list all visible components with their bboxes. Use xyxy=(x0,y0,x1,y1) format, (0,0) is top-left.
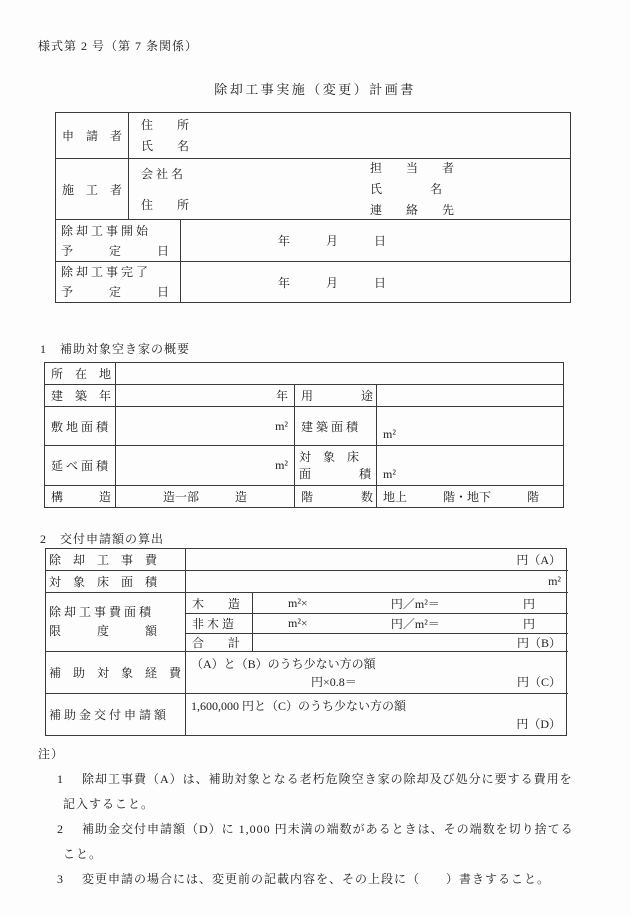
site-area-label: 敷 地 面 積 xyxy=(45,407,116,446)
demolition-cost-label: 除 却 工 事 費 xyxy=(46,549,186,571)
wood-area-unit: m²× xyxy=(288,595,308,610)
vacant-house-overview-table xyxy=(44,362,564,508)
site-area-value: m² xyxy=(116,407,295,446)
non-wood-calc-row xyxy=(253,614,568,634)
notes-heading: 注） xyxy=(38,747,65,761)
note-3-text: 変更申請の場合には、変更前の記載内容を、その上段に（ ）書きすること。 xyxy=(82,872,551,886)
start-date-label-line1: 除 却 工 事 開 始 xyxy=(61,223,149,238)
applicant-name-label: 氏 名 xyxy=(141,138,190,153)
location-value xyxy=(116,363,564,385)
wood-amount-unit: 円 xyxy=(522,596,535,611)
end-date-value: 年 月 日 xyxy=(278,275,387,290)
building-area-label: 建 築 面 積 xyxy=(295,407,377,446)
subsidy-expense-label: 補 助 対 象 経 費 xyxy=(46,652,186,694)
contractor-staff-name-label: 氏 名 xyxy=(370,182,443,196)
note-item-3 xyxy=(57,867,604,892)
contractor-company-label: 会 社 名 xyxy=(141,166,184,181)
applicant-label: 申 請 者 xyxy=(56,113,129,158)
building-area-value: m² xyxy=(377,407,564,446)
header-table xyxy=(55,112,571,303)
start-date-label xyxy=(56,220,181,261)
subsidy-expense-value xyxy=(186,652,568,694)
use-value xyxy=(377,385,564,407)
note-2-number: 2 xyxy=(57,822,63,836)
note-2-continuation: こと。 xyxy=(63,847,103,861)
built-year-label: 建 築 年 xyxy=(45,385,116,407)
contractor-fields xyxy=(129,159,570,219)
cost-area-limit-label-line2: 限 度 額 xyxy=(49,624,158,638)
end-date-label-line1: 除 却 工 事 完 了 xyxy=(61,265,149,279)
contractor-contact-label: 連 絡 先 xyxy=(370,203,455,217)
target-floor-label xyxy=(295,446,377,486)
total-label: 合 計 xyxy=(186,634,253,652)
use-label: 用 途 xyxy=(295,385,377,407)
start-date-value: 年 月 日 xyxy=(278,234,387,248)
note-item-2 xyxy=(57,817,604,842)
non-wood-rate-unit: 円／m²＝ xyxy=(390,617,440,631)
contractor-staff-label: 担 当 者 xyxy=(370,161,455,175)
notes-section xyxy=(38,742,604,892)
wood-label: 木 造 xyxy=(186,593,253,614)
floors-value: 地上 階・地下 階 xyxy=(383,490,540,504)
start-date-label-line2: 予 定 日 xyxy=(61,243,170,258)
end-date-label xyxy=(56,262,181,302)
non-wood-label: 非 木 造 xyxy=(186,614,253,634)
subsidy-expense-calc xyxy=(186,673,568,691)
total-value: 円（B） xyxy=(253,634,568,652)
floor-area-value: m² xyxy=(116,446,295,486)
start-date-row xyxy=(56,219,570,261)
target-floor-label-line1: 対 象 床 xyxy=(299,449,360,464)
contractor-left-fields xyxy=(129,159,370,219)
wood-calc-row xyxy=(253,593,568,614)
cost-area-limit-label xyxy=(46,593,186,652)
note-item-1 xyxy=(57,767,604,792)
section1-heading: 1 補助対象空き家の概要 xyxy=(40,342,191,356)
target-floor-value: m² xyxy=(377,446,564,486)
end-date-row xyxy=(56,261,570,302)
page-title: 除却工事実施（変更）計画書 xyxy=(214,82,416,97)
target-floor-area-label: 対 象 床 面 積 xyxy=(46,571,186,593)
grant-calculation-table xyxy=(45,548,567,736)
note-1-text: 除却工事費（A）は、補助対象となる老朽危険空き家の除却及び処分に要する費用を xyxy=(82,772,573,786)
contractor-right-fields xyxy=(370,159,570,219)
subsidy-request-label: 補助金交付申請額 xyxy=(46,694,186,735)
subsidy-request-value xyxy=(186,694,568,735)
structure-label: 構 造 xyxy=(45,486,116,507)
non-wood-amount-unit: 円 xyxy=(522,617,535,631)
location-label: 所 在 地 xyxy=(45,363,116,385)
subsidy-expense-formula: 円×0.8＝ xyxy=(311,675,357,689)
note-3-number: 3 xyxy=(57,872,63,886)
applicant-fields xyxy=(129,113,570,158)
form-number: 様式第 2 号（第 7 条関係） xyxy=(38,39,199,53)
end-date-label-line2: 予 定 日 xyxy=(61,285,170,299)
target-floor-label-line2: 面 積 xyxy=(299,466,372,481)
subsidy-request-unit: 円（D） xyxy=(516,717,561,731)
contractor-row xyxy=(56,158,570,219)
note-1-number: 1 xyxy=(57,772,63,786)
demolition-cost-value: 円（A） xyxy=(186,549,568,571)
note-1-continuation: 記入すること。 xyxy=(63,797,155,811)
subsidy-expense-rule: （A）と（B）のうち少ない方の額 xyxy=(191,657,376,671)
non-wood-area-unit: m²× xyxy=(288,616,308,630)
built-year-value: 年 xyxy=(116,385,295,407)
wood-rate-unit: 円／m²＝ xyxy=(390,596,440,611)
floors-label: 階 数 xyxy=(295,486,377,507)
subsidy-request-rule: 1,600,000 円と（C）のうち少ない方の額 xyxy=(191,699,407,713)
contractor-address-label: 住 所 xyxy=(141,197,190,212)
contractor-label: 施 工 者 xyxy=(56,159,129,219)
subsidy-expense-unit: 円（C） xyxy=(516,675,561,689)
target-floor-area-value: m² xyxy=(186,571,568,593)
floor-area-label: 延 べ 面 積 xyxy=(45,446,116,486)
section2-heading: 2 交付申請額の算出 xyxy=(40,532,165,546)
note-2-text: 補助金交付申請額（D）に 1,000 円未満の端数があるときは、その端数を切り捨てる xyxy=(82,822,574,836)
applicant-row xyxy=(56,113,570,158)
cost-area-limit-label-line1: 除 却 工 事 費 面 積 xyxy=(49,605,152,619)
structure-value: 造一部 造 xyxy=(116,486,295,507)
applicant-address-label: 住 所 xyxy=(141,117,190,132)
